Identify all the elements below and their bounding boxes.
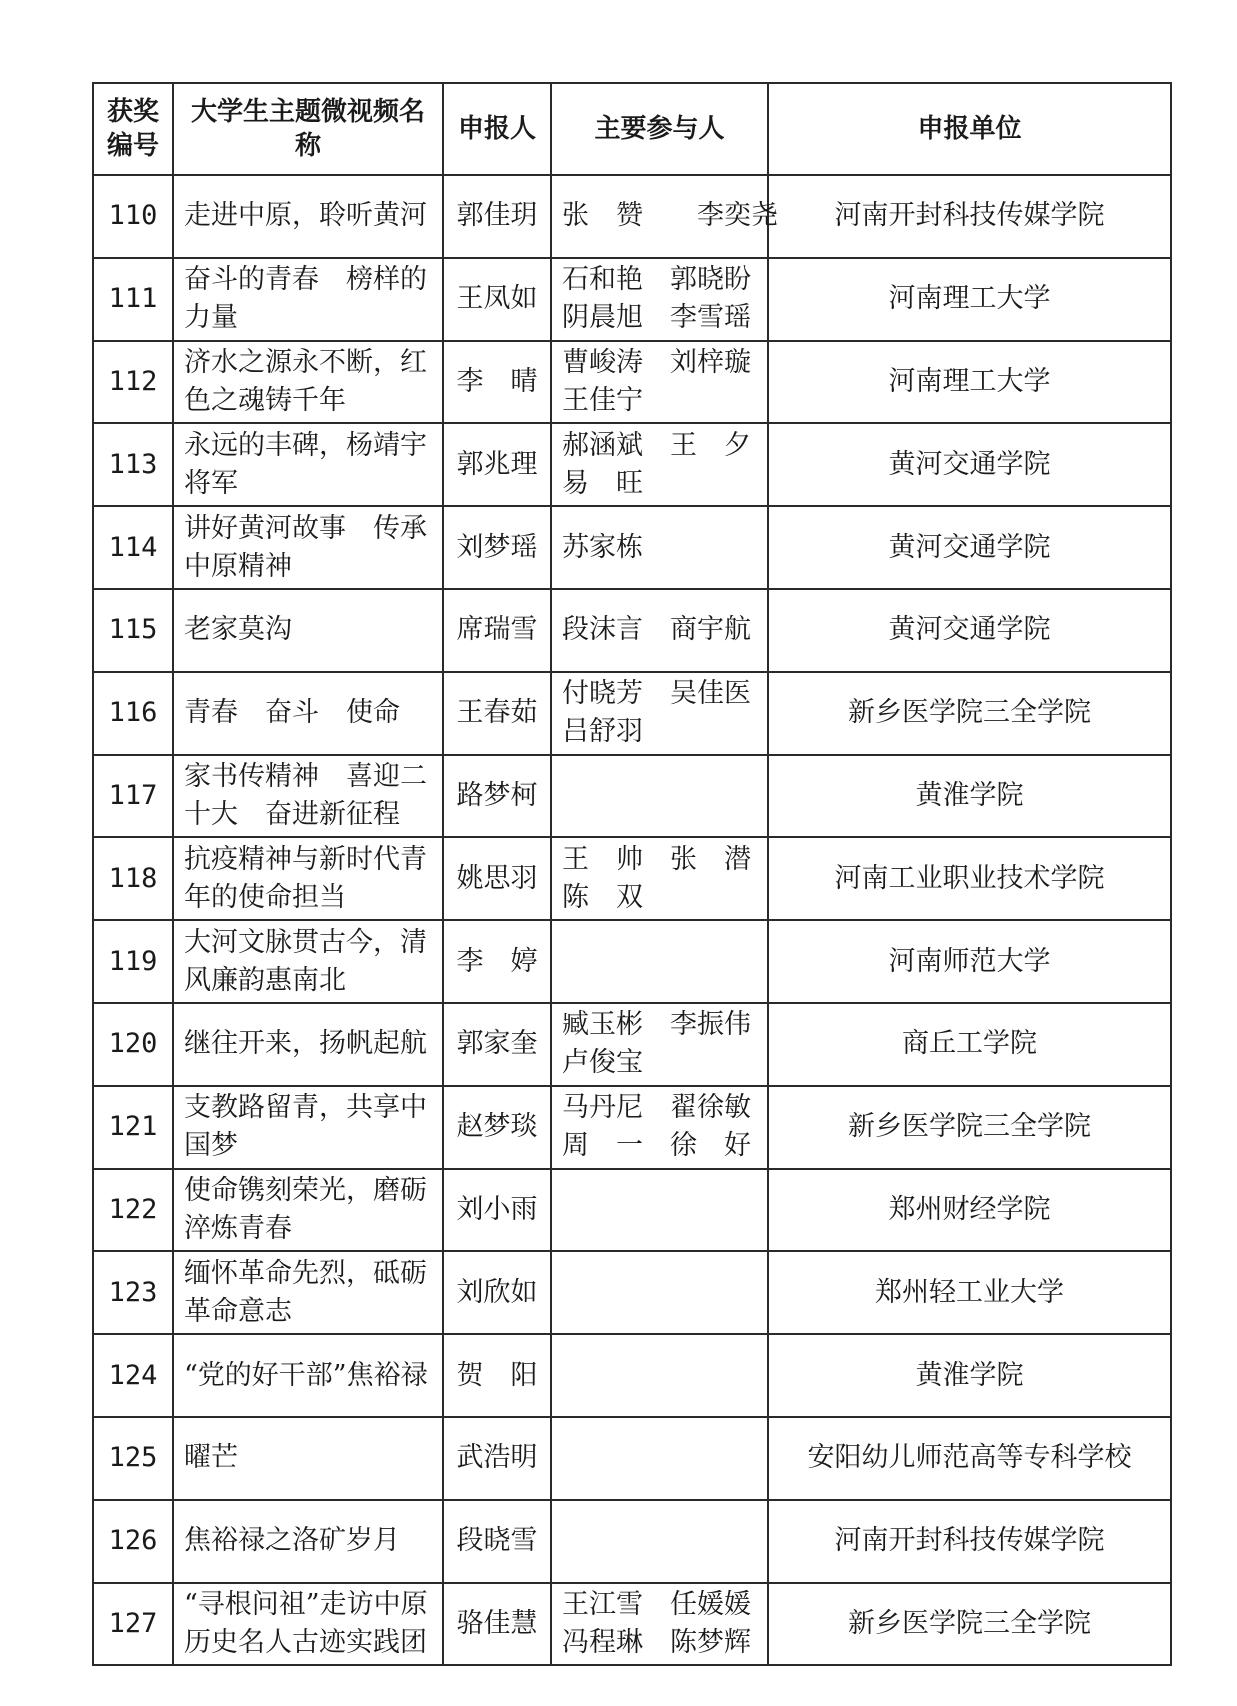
participants-cell [551,1086,768,1169]
award-number-cell: 126 [93,1500,173,1583]
video-title-cell: 奋斗的青春 榜样的力量 [173,258,443,341]
participant-list [562,344,757,420]
participant-list [562,1586,757,1662]
unit-cell: 河南理工大学 [768,341,1171,424]
award-number-cell: 115 [93,589,173,672]
table-header-row [93,83,1171,175]
award-number-cell: 127 [93,1583,173,1666]
participants-cell [551,1251,768,1334]
video-title-cell: 使命镌刻荣光，磨砺淬炼青春 [173,1169,443,1252]
award-table [92,82,1172,1666]
unit-cell: 商丘工学院 [768,1003,1171,1086]
participants-cell [551,258,768,341]
video-title-cell: 曜芒 [173,1417,443,1500]
table-row [93,1500,1171,1583]
participant-line: 臧玉彬 李振伟 [562,1009,751,1041]
participant-line: 苏家栋 [562,531,643,563]
header-applicant: 申报人 [443,83,551,175]
unit-cell: 河南理工大学 [768,258,1171,341]
applicant-cell: 李 婷 [443,920,551,1003]
header-video-title: 大学生主题微视频名称 [173,83,443,175]
award-number-cell: 122 [93,1169,173,1252]
unit-cell: 新乡医学院三全学院 [768,672,1171,755]
participant-list [562,1089,757,1165]
table-row [93,1251,1171,1334]
participant-line: 郝涵斌 王 夕 [562,429,751,461]
participant-list [562,197,778,235]
applicant-cell: 刘小雨 [443,1169,551,1252]
participants-cell [551,755,768,838]
participant-line: 王江雪 任媛媛 [562,1588,751,1620]
table-row [93,258,1171,341]
participant-line: 周 一 徐 好 [562,1130,751,1162]
applicant-cell: 刘梦瑶 [443,506,551,589]
applicant-cell: 骆佳慧 [443,1583,551,1666]
participants-cell [551,837,768,920]
award-number-cell: 120 [93,1003,173,1086]
participant-list [562,1006,757,1082]
award-number-cell: 123 [93,1251,173,1334]
applicant-cell: 武浩明 [443,1417,551,1500]
video-title-cell: “寻根问祖”走访中原历史名人古迹实践团 [173,1583,443,1666]
participants-cell [551,506,768,589]
applicant-cell: 路梦柯 [443,755,551,838]
header-award-no: 获奖编号 [93,83,173,175]
award-number-cell: 125 [93,1417,173,1500]
table-row [93,1583,1171,1666]
participants-cell [551,1583,768,1666]
participants-cell [551,1417,768,1500]
table-row [93,423,1171,506]
video-title-cell: 讲好黄河故事 传承中原精神 [173,506,443,589]
unit-cell: 河南工业职业技术学院 [768,837,1171,920]
table-row [93,506,1171,589]
unit-cell: 黄河交通学院 [768,506,1171,589]
award-number-cell: 113 [93,423,173,506]
award-number-cell: 119 [93,920,173,1003]
video-title-cell: 青春 奋斗 使命 [173,672,443,755]
video-title-cell: 大河文脉贯古今，清风廉韵惠南北 [173,920,443,1003]
participants-cell [551,920,768,1003]
unit-cell: 黄淮学院 [768,755,1171,838]
participant-list [562,675,757,751]
unit-cell: 黄河交通学院 [768,589,1171,672]
award-number-cell: 110 [93,175,173,258]
video-title-cell: 家书传精神 喜迎二十大 奋进新征程 [173,755,443,838]
participant-line: 段沫言 商宇航 [562,614,751,646]
award-number-cell: 114 [93,506,173,589]
participant-line: 阴晨旭 李雪瑶 [562,302,751,334]
participant-line: 张 赞 李奕尧 [562,200,778,232]
participant-line: 卢俊宝 [562,1047,643,1079]
award-number-cell: 121 [93,1086,173,1169]
participant-line: 王 帅 张 潜 [562,843,751,875]
unit-cell: 安阳幼儿师范高等专科学校 [768,1417,1171,1500]
applicant-cell: 郭佳玥 [443,175,551,258]
unit-cell: 新乡医学院三全学院 [768,1583,1171,1666]
video-title-cell: 老家莫沟 [173,589,443,672]
table-row [93,175,1171,258]
video-title-cell: 抗疫精神与新时代青年的使命担当 [173,837,443,920]
video-title-cell: 支教路留青，共享中国梦 [173,1086,443,1169]
participants-cell [551,1169,768,1252]
video-title-cell: 焦裕禄之洛矿岁月 [173,1500,443,1583]
applicant-cell: 李 晴 [443,341,551,424]
participants-cell [551,423,768,506]
participants-cell [551,341,768,424]
participants-cell [551,1003,768,1086]
video-title-cell: 继往开来，扬帆起航 [173,1003,443,1086]
header-participants: 主要参与人 [551,83,768,175]
participant-list [562,529,757,567]
applicant-cell: 姚思羽 [443,837,551,920]
table-row [93,920,1171,1003]
applicant-cell: 段晓雪 [443,1500,551,1583]
header-unit: 申报单位 [768,83,1171,175]
participants-cell [551,589,768,672]
participant-line: 付晓芳 吴佳医 [562,678,751,710]
applicant-cell: 赵梦琰 [443,1086,551,1169]
participant-line: 王佳宁 [562,384,643,416]
participant-line: 曹峻涛 刘梓璇 [562,346,751,378]
participant-list [562,841,757,917]
participant-line: 石和艳 郭晓盼 [562,264,751,296]
unit-cell: 河南师范大学 [768,920,1171,1003]
participant-line: 吕舒羽 [562,716,643,748]
participant-line: 陈 双 [562,881,643,913]
award-number-cell: 111 [93,258,173,341]
table-row [93,672,1171,755]
award-number-cell: 118 [93,837,173,920]
unit-cell: 郑州轻工业大学 [768,1251,1171,1334]
participant-line: 易 旺 [562,467,643,499]
participants-cell [551,1500,768,1583]
participant-list [562,261,757,337]
unit-cell: 河南开封科技传媒学院 [768,1500,1171,1583]
unit-cell: 黄河交通学院 [768,423,1171,506]
table-row [93,755,1171,838]
video-title-cell: 缅怀革命先烈，砥砺革命意志 [173,1251,443,1334]
applicant-cell: 贺 阳 [443,1334,551,1417]
participants-cell [551,672,768,755]
video-title-cell: 永远的丰碑，杨靖宇将军 [173,423,443,506]
applicant-cell: 王春茹 [443,672,551,755]
applicant-cell: 席瑞雪 [443,589,551,672]
participant-line: 马丹尼 翟徐敏 [562,1092,751,1124]
applicant-cell: 郭兆理 [443,423,551,506]
award-number-cell: 124 [93,1334,173,1417]
award-number-cell: 112 [93,341,173,424]
participants-cell [551,1334,768,1417]
table-row [93,589,1171,672]
applicant-cell: 刘欣如 [443,1251,551,1334]
table-row [93,1169,1171,1252]
table-body [93,175,1171,1665]
video-title-cell: 走进中原，聆听黄河 [173,175,443,258]
participant-line: 冯程琳 陈梦辉 [562,1626,751,1658]
applicant-cell: 王凤如 [443,258,551,341]
unit-cell: 郑州财经学院 [768,1169,1171,1252]
video-title-cell: 济水之源永不断，红色之魂铸千年 [173,341,443,424]
table-row [93,1417,1171,1500]
table-row [93,341,1171,424]
participant-list [562,427,757,503]
table-row [93,1003,1171,1086]
video-title-cell: “党的好干部”焦裕禄 [173,1334,443,1417]
participant-list [562,611,757,649]
table-row [93,837,1171,920]
applicant-cell: 郭家奎 [443,1003,551,1086]
unit-cell: 黄淮学院 [768,1334,1171,1417]
unit-cell: 新乡医学院三全学院 [768,1086,1171,1169]
table-row [93,1334,1171,1417]
award-number-cell: 117 [93,755,173,838]
table-row [93,1086,1171,1169]
unit-cell: 河南开封科技传媒学院 [768,175,1171,258]
participants-cell [551,175,778,258]
award-number-cell: 116 [93,672,173,755]
